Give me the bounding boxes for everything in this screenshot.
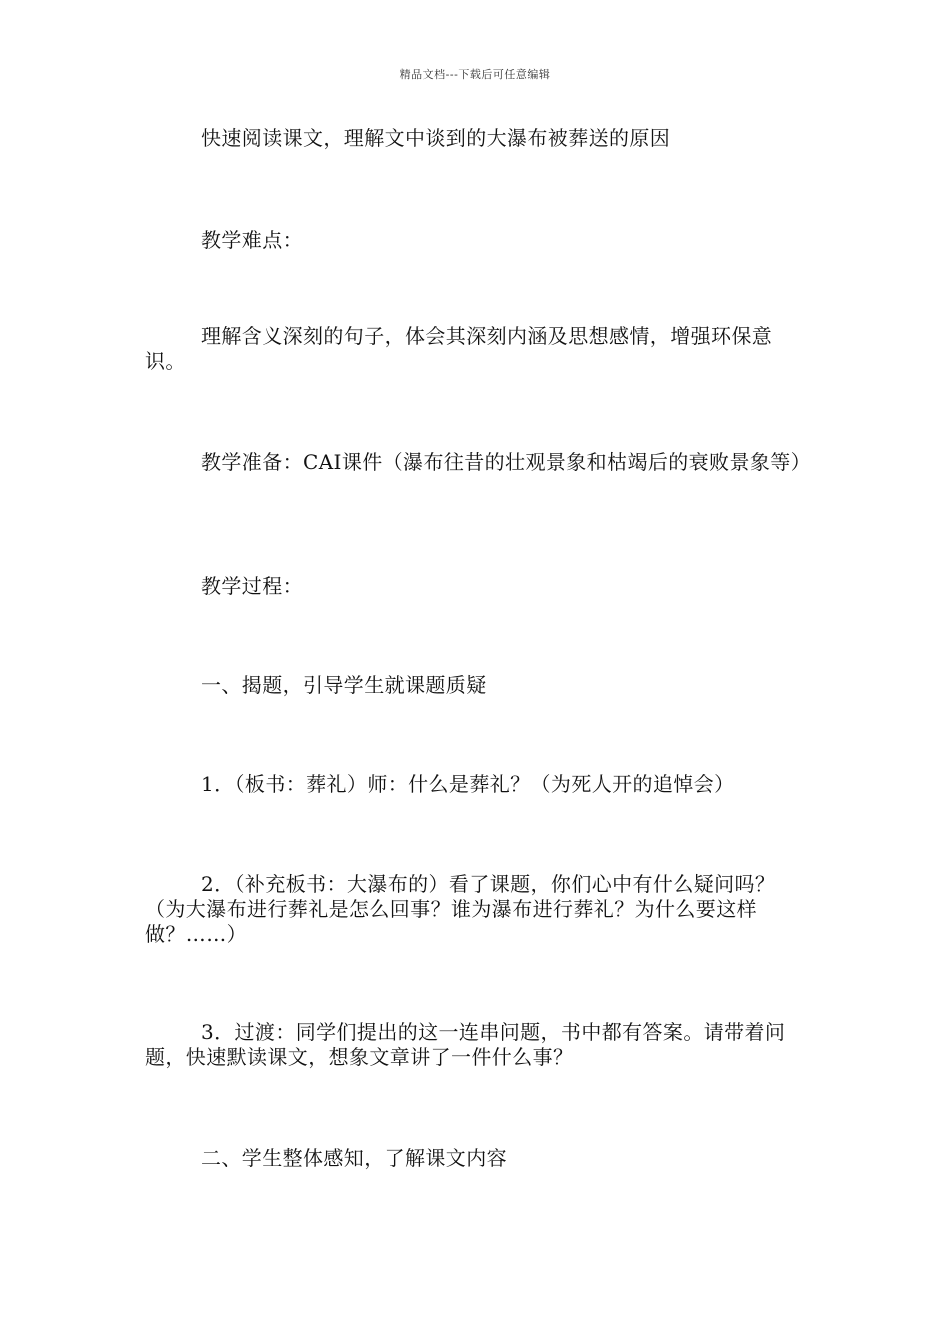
paragraph-section-two: 二、学生整体感知，了解课文内容 (201, 1146, 507, 1170)
paragraph-focus: 快速阅读课文，理解文中谈到的大瀑布被葬送的原因 (201, 126, 671, 150)
paragraph-section-one: 一、揭题，引导学生就课题质疑 (201, 673, 487, 697)
paragraph-preparation: 教学准备：CAI课件（瀑布往昔的壮观景象和枯竭后的衰败景象等） (201, 450, 812, 474)
paragraph-difficulty-body: 理解含义深刻的句子，体会其深刻内涵及思想感情，增强环保意识。 (145, 324, 773, 373)
paragraph-difficulty-heading: 教学难点： (201, 228, 303, 252)
paragraph-item-2: 2．（补充板书：大瀑布的）看了课题，你们心中有什么疑问吗？（为大瀑布进行葬礼是怎么回事？谁为瀑布进行葬礼？为什么要这样做？……） (145, 872, 776, 946)
paragraph-item-1: 1．（板书：葬礼）师：什么是葬礼？（为死人开的追悼会） (201, 772, 735, 796)
page-header: 精品文档---下载后可任意编辑 (399, 68, 551, 81)
paragraph-item-3: 3．过渡：同学们提出的这一连串问题，书中都有答案。请带着问题，快速默读课文，想象文章讲了一件什么事？ (145, 1020, 786, 1069)
paragraph-process-heading: 教学过程： (201, 574, 303, 598)
